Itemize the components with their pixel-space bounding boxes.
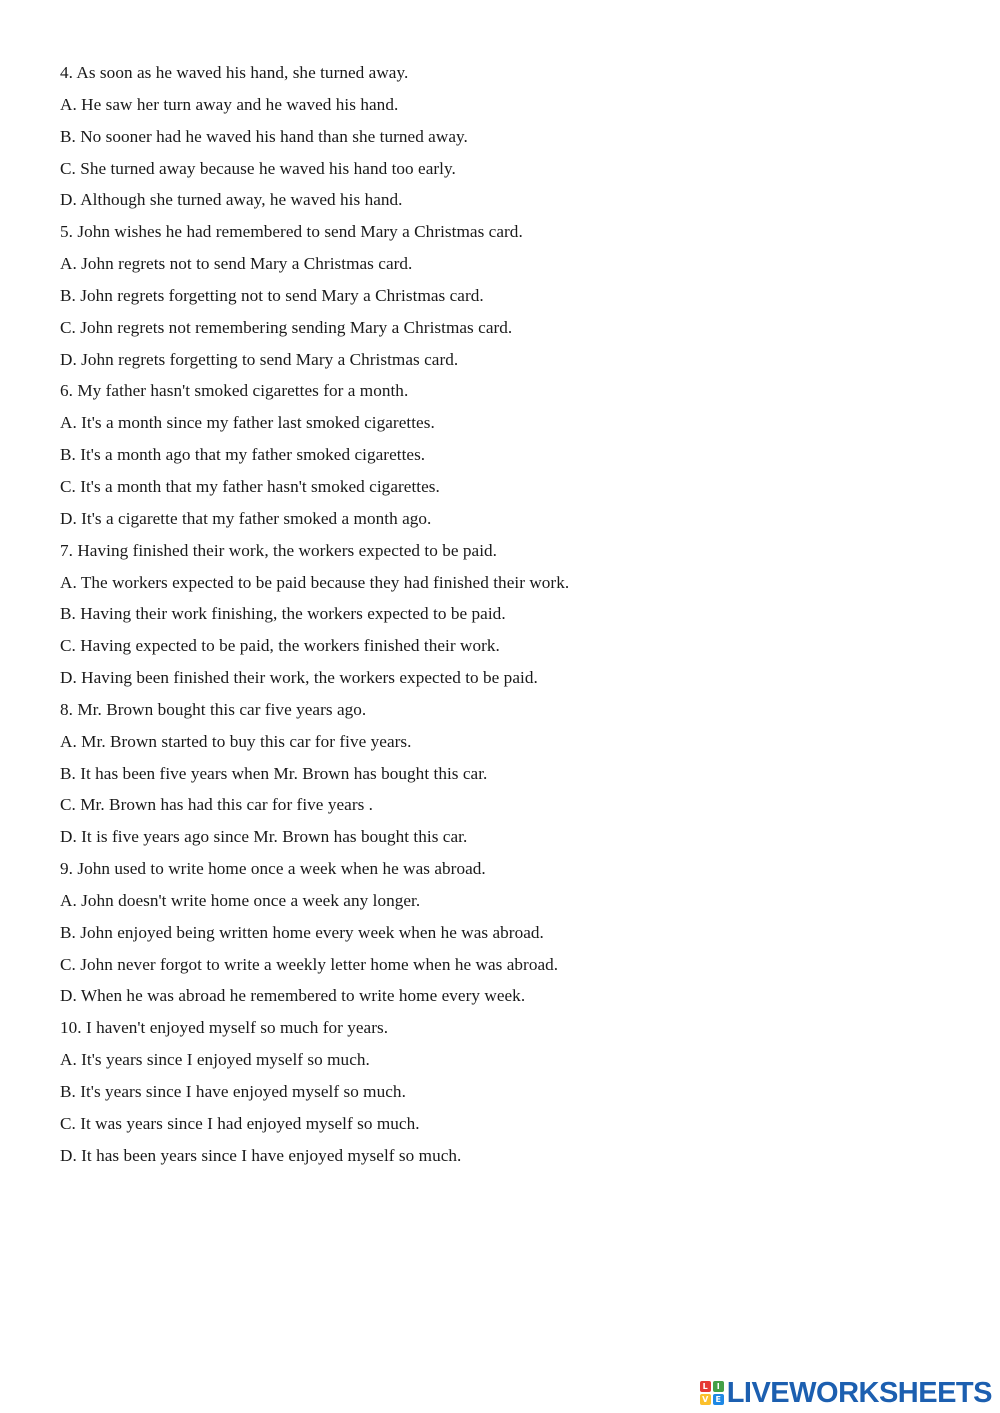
question-5: 5. John wishes he had remembered to send Mary a Christmas card. <box>60 222 523 242</box>
liveworksheets-logo[interactable] <box>700 1373 992 1413</box>
option-4c: C. She turned away because he waved his hand too early. <box>60 158 456 178</box>
option-4b: B. No sooner had he waved his hand than she turned away. <box>60 126 468 146</box>
logo-mark-l: L <box>700 1381 711 1392</box>
option-8b: B. It has been five years when Mr. Brown has bought this car. <box>60 763 488 783</box>
option-7a: A. The workers expected to be paid because they had finished their work. <box>60 572 570 592</box>
option-4d: D. Although she turned away, he waved his hand. <box>60 190 403 210</box>
worksheet-body <box>60 57 960 1172</box>
option-5c: C. John regrets not remembering sending Mary a Christmas card. <box>60 317 513 337</box>
option-9b: B. John enjoyed being written home every week when he was abroad. <box>60 922 544 942</box>
option-7b: B. Having their work finishing, the workers expected to be paid. <box>60 604 506 624</box>
option-9d: D. When he was abroad he remembered to write home every week. <box>60 986 526 1006</box>
option-5a: A. John regrets not to send Mary a Christmas card. <box>60 254 413 274</box>
option-4a: A. He saw her turn away and he waved his hand. <box>60 94 399 114</box>
option-10c: C. It was years since I had enjoyed myself so much. <box>60 1113 420 1133</box>
question-7: 7. Having finished their work, the workers expected to be paid. <box>60 540 498 560</box>
option-10a: A. It's years since I enjoyed myself so much. <box>60 1050 370 1070</box>
logo-mark-icon <box>700 1381 724 1405</box>
option-8c: C. Mr. Brown has had this car for five years . <box>60 795 374 815</box>
logo-text: LIVEWORKSHEETS <box>726 1376 992 1409</box>
option-9c: C. John never forgot to write a weekly letter home when he was abroad. <box>60 954 559 974</box>
option-6c: C. It's a month that my father hasn't smoked cigarettes. <box>60 476 440 496</box>
question-4: 4. As soon as he waved his hand, she turned away. <box>60 63 409 82</box>
option-7d: D. Having been finished their work, the workers expected to be paid. <box>60 668 538 688</box>
option-6a: A. It's a month since my father last smoked cigarettes. <box>60 413 435 433</box>
option-6d: D. It's a cigarette that my father smoked a month ago. <box>60 508 432 528</box>
logo-mark-e: E <box>713 1394 724 1405</box>
option-7c: C. Having expected to be paid, the workers finished their work. <box>60 636 500 656</box>
option-8d: D. It is five years ago since Mr. Brown has bought this car. <box>60 827 468 847</box>
logo-mark-v: V <box>700 1394 711 1405</box>
logo-mark-i: I <box>713 1381 724 1392</box>
question-10: 10. I haven't enjoyed myself so much for years. <box>60 1018 389 1038</box>
option-9a: A. John doesn't write home once a week any longer. <box>60 890 421 910</box>
option-6b: B. It's a month ago that my father smoked cigarettes. <box>60 445 426 465</box>
option-8a: A. Mr. Brown started to buy this car for five years. <box>60 731 412 751</box>
option-5b: B. John regrets forgetting not to send Mary a Christmas card. <box>60 285 484 305</box>
question-9: 9. John used to write home once a week when he was abroad. <box>60 859 486 879</box>
option-10d: D. It has been years since I have enjoyed myself so much. <box>60 1145 462 1165</box>
option-10b: B. It's years since I have enjoyed myself so much. <box>60 1082 406 1101</box>
question-8: 8. Mr. Brown bought this car five years ago. <box>60 699 367 719</box>
question-6: 6. My father hasn't smoked cigarettes for a month. <box>60 381 409 401</box>
option-5d: D. John regrets forgetting to send Mary a Christmas card. <box>60 349 459 369</box>
